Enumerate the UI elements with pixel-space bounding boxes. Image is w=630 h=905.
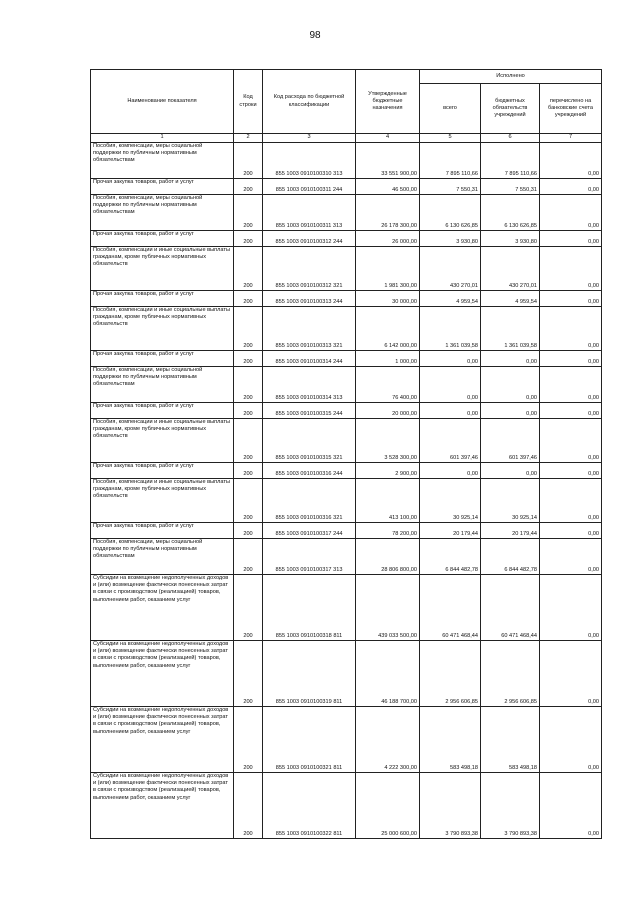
row-transferred: 0,00: [540, 641, 602, 707]
row-name: Прочая закупка товаров, работ и услуг: [91, 351, 234, 367]
row-obligations: 2 956 606,85: [481, 641, 540, 707]
row-approved: 46 188 700,00: [356, 641, 420, 707]
header-obligations: бюджетных обязательств учреждений: [481, 84, 540, 134]
row-approved: 26 000,00: [356, 231, 420, 247]
row-transferred: 0,00: [540, 291, 602, 307]
row-name: Прочая закупка товаров, работ и услуг: [91, 231, 234, 247]
row-transferred: 0,00: [540, 179, 602, 195]
table-row: [91, 523, 602, 539]
table-row: [91, 247, 602, 291]
row-code: 855 1003 0910100321 811: [263, 707, 356, 773]
row-total: 601 397,46: [420, 419, 481, 463]
row-line: 200: [234, 307, 263, 351]
row-code: 855 1003 0910100311 244: [263, 179, 356, 195]
row-total: 30 925,14: [420, 479, 481, 523]
row-approved: 76 400,00: [356, 367, 420, 403]
row-total: 3 790 893,38: [420, 773, 481, 839]
header-transferred: перечислено на банковские счета учреждений: [540, 84, 602, 134]
row-total: 583 498,18: [420, 707, 481, 773]
colnum: 2: [234, 134, 263, 143]
row-obligations: 583 498,18: [481, 707, 540, 773]
table-row: [91, 179, 602, 195]
row-code: 855 1003 0910100316 244: [263, 463, 356, 479]
row-code: 855 1003 0910100312 321: [263, 247, 356, 291]
row-approved: 1 000,00: [356, 351, 420, 367]
row-obligations: 0,00: [481, 351, 540, 367]
row-line: 200: [234, 463, 263, 479]
row-total: 0,00: [420, 351, 481, 367]
row-total: 7 550,31: [420, 179, 481, 195]
header-approved: Утвержденные бюджетные назначения: [356, 70, 420, 134]
row-code: 855 1003 0910100322 811: [263, 773, 356, 839]
row-obligations: 3 930,80: [481, 231, 540, 247]
row-approved: 26 178 300,00: [356, 195, 420, 231]
row-line: 200: [234, 367, 263, 403]
table-row: [91, 641, 602, 707]
row-line: 200: [234, 575, 263, 641]
row-name: Прочая закупка товаров, работ и услуг: [91, 463, 234, 479]
row-total: 3 930,80: [420, 231, 481, 247]
row-total: 2 956 606,85: [420, 641, 481, 707]
row-approved: 30 000,00: [356, 291, 420, 307]
row-approved: 3 528 300,00: [356, 419, 420, 463]
row-code: 855 1003 0910100317 313: [263, 539, 356, 575]
table-row: [91, 143, 602, 179]
row-code: 855 1003 0910100315 321: [263, 419, 356, 463]
colnum: 5: [420, 134, 481, 143]
row-transferred: 0,00: [540, 247, 602, 291]
table-row: [91, 419, 602, 463]
row-name: Субсидии на возмещение недополученных доходов и (или) возмещение фактически понесенных затрат в связи с производством (реализацией) товаров, выполнением работ, оказанием услуг: [91, 641, 234, 707]
header-line-code: Код строки: [234, 70, 263, 134]
row-obligations: 1 361 039,58: [481, 307, 540, 351]
row-line: 200: [234, 479, 263, 523]
row-name: Прочая закупка товаров, работ и услуг: [91, 179, 234, 195]
row-transferred: 0,00: [540, 523, 602, 539]
header-indicator-name: Наименование показателя: [91, 70, 234, 134]
row-approved: 439 033 500,00: [356, 575, 420, 641]
row-name: Прочая закупка товаров, работ и услуг: [91, 291, 234, 307]
table-row: [91, 773, 602, 839]
row-line: 200: [234, 773, 263, 839]
row-name: Пособия, компенсации, меры социальной поддержки по публичным нормативным обязательствам: [91, 143, 234, 179]
row-name: Пособия, компенсации и иные социальные выплаты гражданам, кроме публичных нормативных обязательств: [91, 307, 234, 351]
row-line: 200: [234, 231, 263, 247]
row-transferred: 0,00: [540, 195, 602, 231]
row-total: 0,00: [420, 367, 481, 403]
row-name: Пособия, компенсации и иные социальные выплаты гражданам, кроме публичных нормативных обязательств: [91, 247, 234, 291]
row-obligations: 0,00: [481, 463, 540, 479]
row-approved: 6 142 000,00: [356, 307, 420, 351]
row-code: 855 1003 0910100313 244: [263, 291, 356, 307]
row-code: 855 1003 0910100316 321: [263, 479, 356, 523]
row-approved: 78 200,00: [356, 523, 420, 539]
row-obligations: 6 844 482,78: [481, 539, 540, 575]
table-row: [91, 707, 602, 773]
table-row: [91, 403, 602, 419]
row-name: Пособия, компенсации, меры социальной поддержки по публичным нормативным обязательствам: [91, 367, 234, 403]
row-name: Субсидии на возмещение недополученных доходов и (или) возмещение фактически понесенных затрат в связи с производством (реализацией) товаров, выполнением работ, оказанием услуг: [91, 575, 234, 641]
row-transferred: 0,00: [540, 539, 602, 575]
row-code: 855 1003 0910100314 313: [263, 367, 356, 403]
colnum: 1: [91, 134, 234, 143]
row-total: 7 895 110,66: [420, 143, 481, 179]
row-name: Пособия, компенсации, меры социальной поддержки по публичным нормативным обязательствам: [91, 195, 234, 231]
colnum: 7: [540, 134, 602, 143]
row-obligations: 60 471 468,44: [481, 575, 540, 641]
row-total: 60 471 468,44: [420, 575, 481, 641]
budget-execution-table: [90, 69, 602, 839]
table-row: [91, 195, 602, 231]
row-total: 0,00: [420, 463, 481, 479]
table-row: [91, 575, 602, 641]
row-obligations: 601 397,46: [481, 419, 540, 463]
page-number: 98: [309, 30, 321, 41]
row-total: 20 179,44: [420, 523, 481, 539]
row-line: 200: [234, 291, 263, 307]
row-total: 0,00: [420, 403, 481, 419]
row-obligations: 7 895 110,66: [481, 143, 540, 179]
row-code: 855 1003 0910100313 321: [263, 307, 356, 351]
row-obligations: 430 270,01: [481, 247, 540, 291]
row-transferred: 0,00: [540, 403, 602, 419]
row-obligations: 4 959,54: [481, 291, 540, 307]
row-obligations: 30 925,14: [481, 479, 540, 523]
table-row: [91, 291, 602, 307]
table-row: [91, 231, 602, 247]
row-line: 200: [234, 403, 263, 419]
row-code: 855 1003 0910100319 811: [263, 641, 356, 707]
row-line: 200: [234, 641, 263, 707]
row-transferred: 0,00: [540, 307, 602, 351]
row-total: 4 959,54: [420, 291, 481, 307]
row-line: 200: [234, 247, 263, 291]
row-total: 6 130 626,85: [420, 195, 481, 231]
table-row: [91, 351, 602, 367]
row-line: 200: [234, 539, 263, 575]
row-line: 200: [234, 523, 263, 539]
row-code: 855 1003 0910100318 811: [263, 575, 356, 641]
row-transferred: 0,00: [540, 351, 602, 367]
row-transferred: 0,00: [540, 479, 602, 523]
row-approved: 4 222 300,00: [356, 707, 420, 773]
row-approved: 1 981 300,00: [356, 247, 420, 291]
row-name: Прочая закупка товаров, работ и услуг: [91, 523, 234, 539]
header-executed: Исполнено: [420, 70, 602, 84]
table-row: [91, 463, 602, 479]
row-line: 200: [234, 195, 263, 231]
table-row: [91, 479, 602, 523]
row-line: 200: [234, 419, 263, 463]
row-name: Пособия, компенсации, меры социальной поддержки по публичным нормативным обязательствам: [91, 539, 234, 575]
row-line: 200: [234, 143, 263, 179]
row-code: 855 1003 0910100314 244: [263, 351, 356, 367]
header-budget-code: Код расхода по бюджетной классификации: [263, 70, 356, 134]
row-transferred: 0,00: [540, 575, 602, 641]
row-name: Субсидии на возмещение недополученных доходов и (или) возмещение фактически понесенных затрат в связи с производством (реализацией) товаров, выполнением работ, оказанием услуг: [91, 707, 234, 773]
row-approved: 28 806 800,00: [356, 539, 420, 575]
row-obligations: 3 790 893,38: [481, 773, 540, 839]
row-obligations: 7 550,31: [481, 179, 540, 195]
header-total: всего: [420, 84, 481, 134]
row-transferred: 0,00: [540, 143, 602, 179]
row-approved: 2 900,00: [356, 463, 420, 479]
row-approved: 33 551 900,00: [356, 143, 420, 179]
row-approved: 413 100,00: [356, 479, 420, 523]
row-transferred: 0,00: [540, 231, 602, 247]
table-row: [91, 539, 602, 575]
row-name: Пособия, компенсации и иные социальные выплаты гражданам, кроме публичных нормативных обязательств: [91, 419, 234, 463]
row-transferred: 0,00: [540, 773, 602, 839]
row-approved: 25 000 600,00: [356, 773, 420, 839]
row-total: 6 844 482,78: [420, 539, 481, 575]
row-total: 430 270,01: [420, 247, 481, 291]
row-obligations: 6 130 626,85: [481, 195, 540, 231]
colnum: 3: [263, 134, 356, 143]
row-line: 200: [234, 351, 263, 367]
row-code: 855 1003 0910100315 244: [263, 403, 356, 419]
row-name: Прочая закупка товаров, работ и услуг: [91, 403, 234, 419]
table-row: [91, 307, 602, 351]
row-line: 200: [234, 179, 263, 195]
row-transferred: 0,00: [540, 419, 602, 463]
row-approved: 46 500,00: [356, 179, 420, 195]
row-code: 855 1003 0910100317 244: [263, 523, 356, 539]
row-name: Субсидии на возмещение недополученных доходов и (или) возмещение фактически понесенных затрат в связи с производством (реализацией) товаров, выполнением работ, оказанием услуг: [91, 773, 234, 839]
row-approved: 20 000,00: [356, 403, 420, 419]
row-obligations: 20 179,44: [481, 523, 540, 539]
row-code: 855 1003 0910100310 313: [263, 143, 356, 179]
row-transferred: 0,00: [540, 367, 602, 403]
table-row: [91, 367, 602, 403]
row-transferred: 0,00: [540, 463, 602, 479]
row-code: 855 1003 0910100312 244: [263, 231, 356, 247]
row-transferred: 0,00: [540, 707, 602, 773]
colnum: 6: [481, 134, 540, 143]
row-name: Пособия, компенсации и иные социальные выплаты гражданам, кроме публичных нормативных обязательств: [91, 479, 234, 523]
row-code: 855 1003 0910100311 313: [263, 195, 356, 231]
row-total: 1 361 039,58: [420, 307, 481, 351]
colnum: 4: [356, 134, 420, 143]
row-obligations: 0,00: [481, 367, 540, 403]
row-line: 200: [234, 707, 263, 773]
row-obligations: 0,00: [481, 403, 540, 419]
